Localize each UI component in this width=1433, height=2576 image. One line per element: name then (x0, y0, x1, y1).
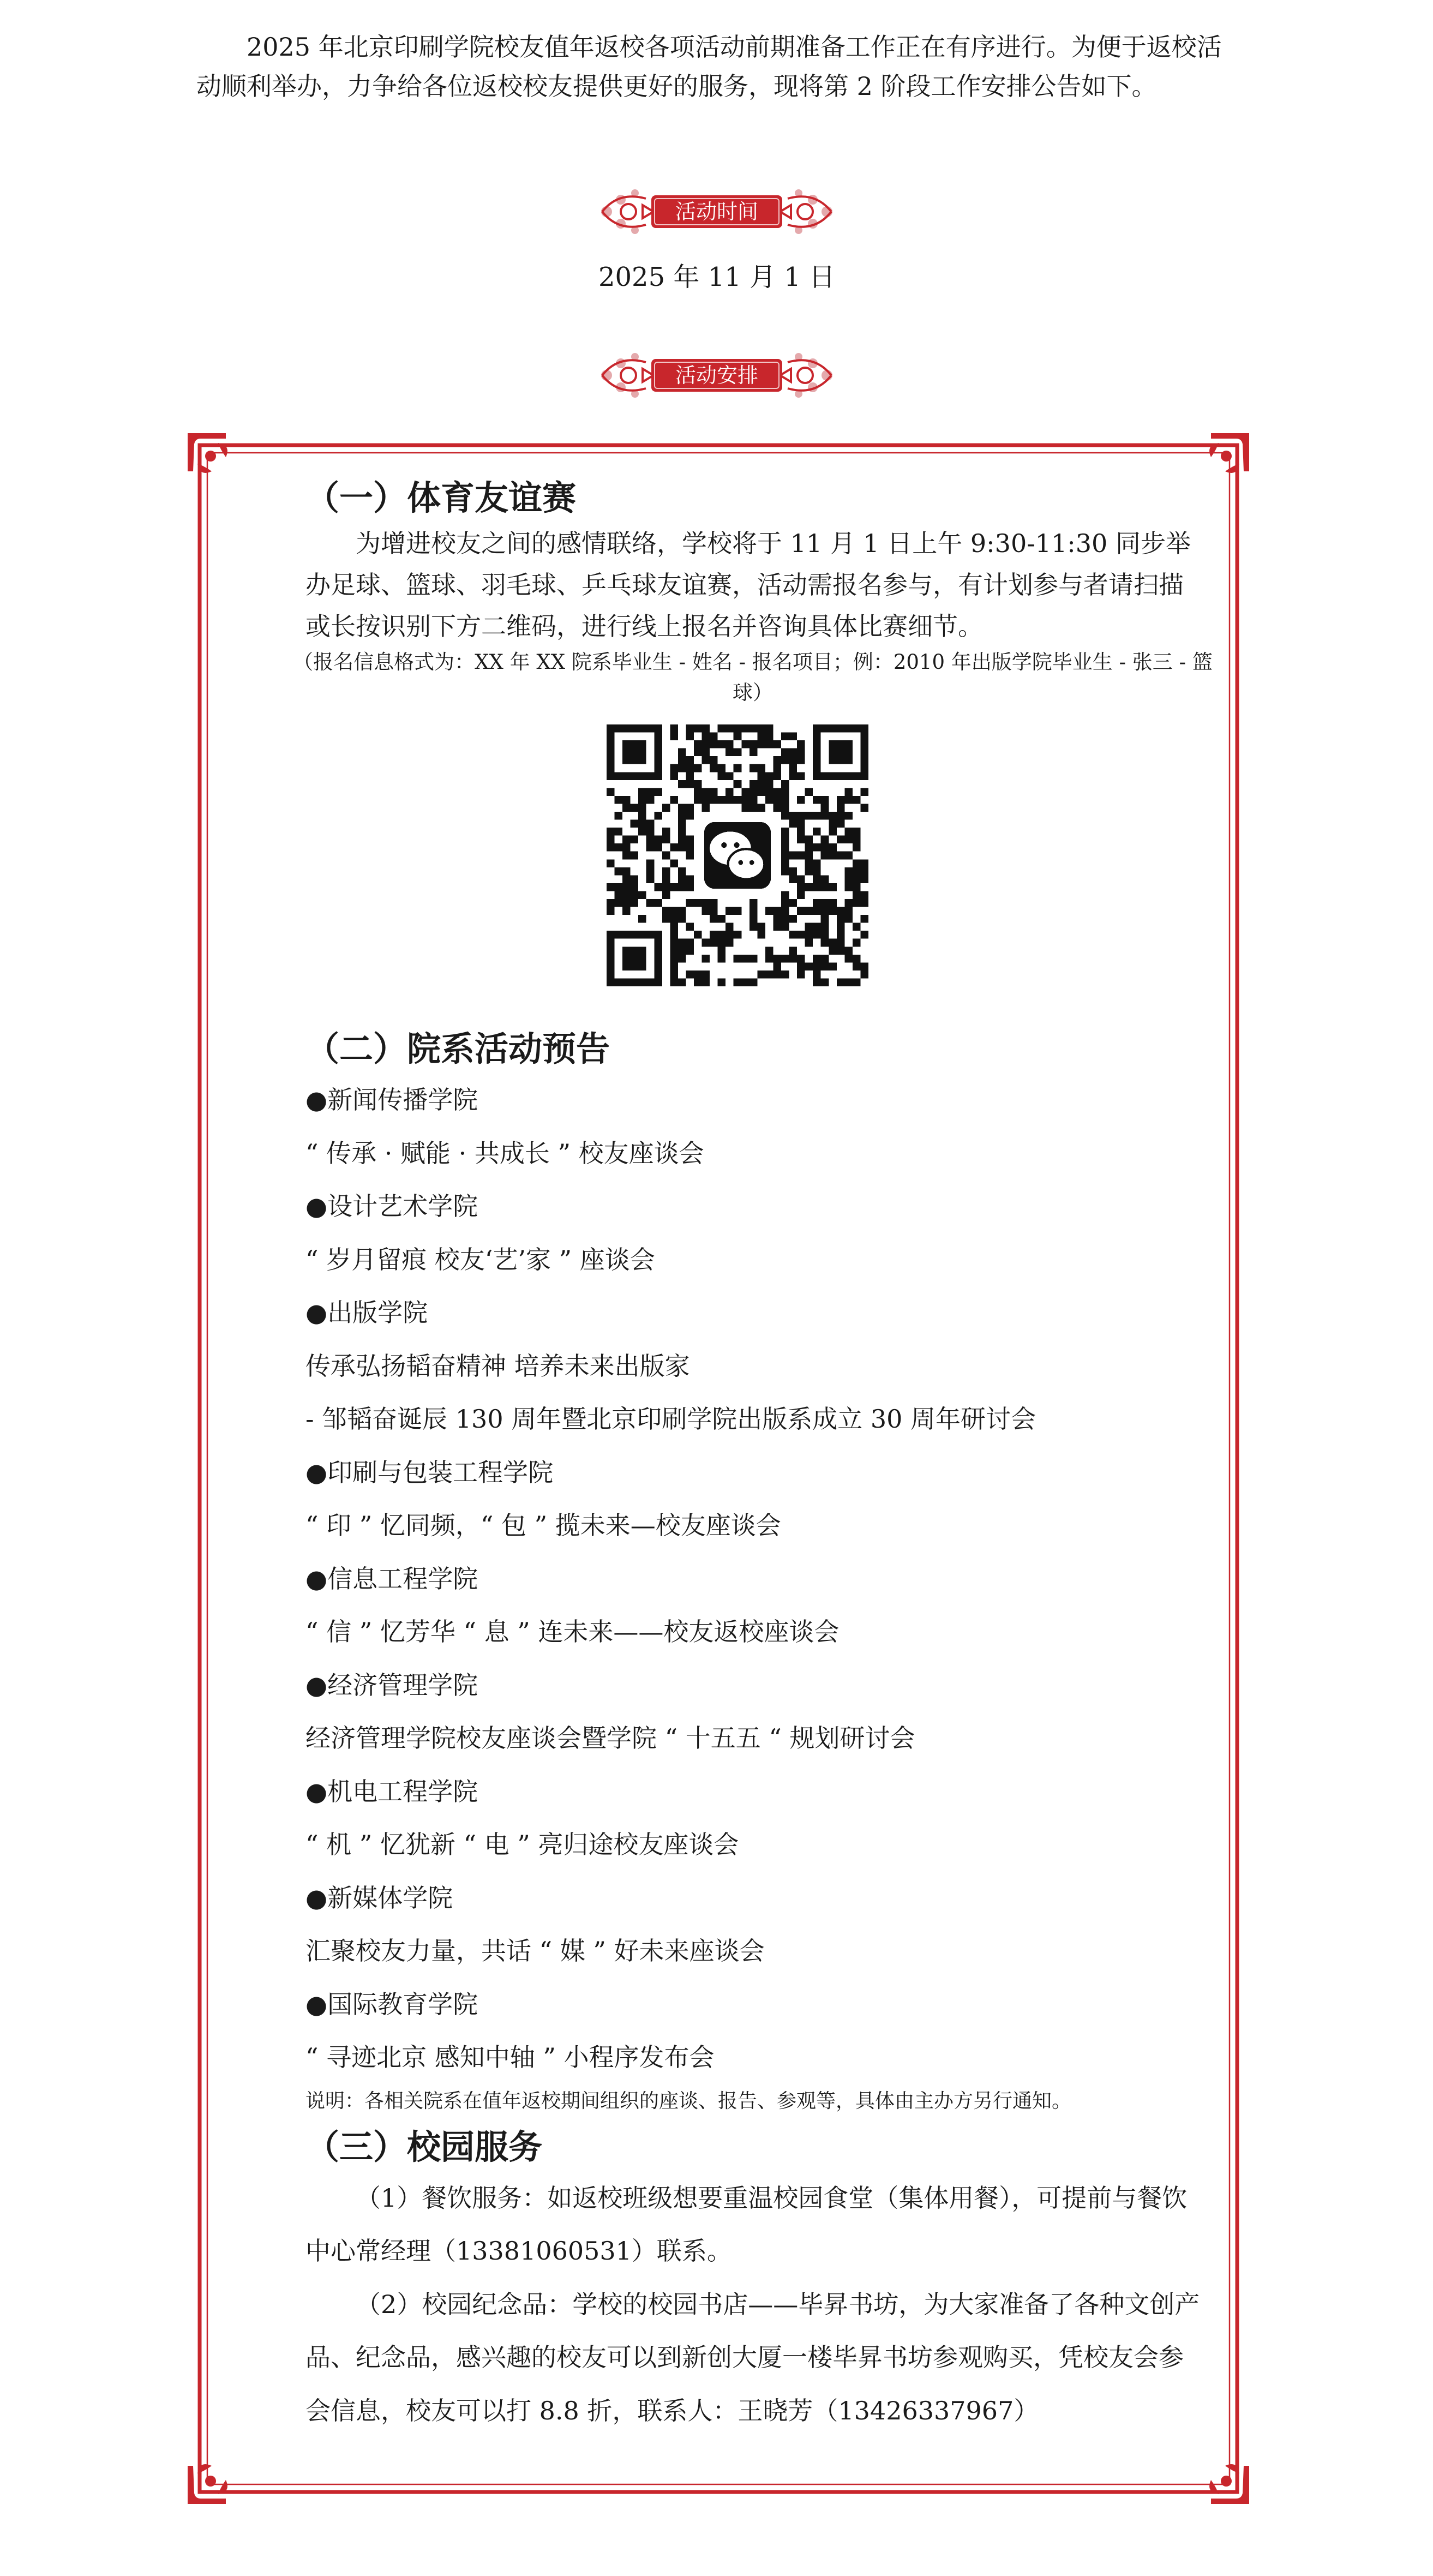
services-section-title: （三）校园服务 (305, 2126, 543, 2167)
department-name: ●新闻传播学院 (305, 1085, 478, 1115)
department-activity: “ 寻迹北京 感知中轴 ” 小程序发布会 (305, 2042, 715, 2072)
intro-paragraph: 2025 年北京印刷学院校友值年返校各项活动前期准备工作正在有序进行。为便于返校活动顺利举办，力争给各位返校校友提供更好的服务，现将第 2 阶段工作安排公告如下。 (196, 32, 1222, 101)
main-content (293, 474, 1213, 2437)
souvenir-service: （2）校园纪念品：学校的校园书店——毕昇书坊，为大家准备了各种文创产品、纪念品，感兴趣的校友可以到新创大厦一楼毕昇书坊参观购买，凭校友会参会信息，校友可以打 8.8 折，联系人：王晓芳（13426337967） (305, 2289, 1200, 2425)
department-name: ●印刷与包装工程学院 (305, 1457, 554, 1487)
department-activity: 经济管理学院校友座谈会暨学院 “ 十五五 “ 规划研讨会 (305, 1723, 915, 1753)
department-activity-list (305, 1074, 1200, 2084)
department-name: ●国际教育学院 (305, 1989, 478, 2019)
department-name: ●出版学院 (305, 1298, 428, 1327)
department-activity: “ 印 ” 忆同频，“ 包 ” 揽未来—校友座谈会 (305, 1511, 781, 1540)
department-name: ●新媒体学院 (305, 1883, 453, 1913)
dining-service: （1）餐饮服务：如返校班级想要重温校园食堂（集体用餐），可提前与餐饮中心常经理（13381060531）联系。 (305, 2183, 1188, 2266)
wechat-logo-icon (702, 820, 774, 891)
activity-time-label-text: 活动时间 (675, 200, 758, 224)
department-activity: “ 信 ” 忆芳华 “ 息 ” 连未来——校友返校座谈会 (305, 1617, 840, 1646)
department-section-title: （二）院系活动预告 (305, 1029, 610, 1069)
sports-section-title: （一）体育友谊赛 (305, 478, 577, 518)
department-name: ●设计艺术学院 (305, 1191, 478, 1221)
department-activity: “ 机 ” 忆犹新 “ 电 ” 亮归途校友座谈会 (305, 1830, 739, 1859)
activity-arrangement-label-text: 活动安排 (675, 363, 758, 387)
qr-code-icon (607, 724, 868, 986)
department-activity: “ 传承 · 赋能 · 共成长 ” 校友座谈会 (305, 1138, 704, 1168)
department-activity: “ 岁月留痕 校友‘艺’家 ” 座谈会 (305, 1244, 655, 1274)
registration-format-note: （报名信息格式为：XX 年 XX 院系毕业生 - 姓名 - 报名项目；例：2010 年出版学院毕业生 - 张三 - 篮球） (293, 650, 1213, 704)
department-activity: 传承弘扬韬奋精神 培养未来出版家 (305, 1351, 690, 1381)
department-activity: 汇聚校友力量，共话 “ 媒 ” 好未来座谈会 (305, 1936, 765, 1966)
event-date: 2025 年 11 月 1 日 (598, 262, 836, 292)
department-activity: - 邹韬奋诞辰 130 周年暨北京印刷学院出版系成立 30 周年研讨会 (305, 1404, 1036, 1434)
sports-section-body: 为增进校友之间的感情联络，学校将于 11 月 1 日上午 9:30-11:30 同步举办足球、篮球、羽毛球、乒乓球友谊赛，活动需报名参与，有计划参与者请扫描或长按识别下方二维码，进行线上报名并咨询具体比赛细节。 (305, 529, 1191, 641)
activity-arrangement-label (597, 349, 837, 402)
department-explanation: 说明：各相关院系在值年返校期间组织的座谈、报告、参观等，具体由主办方另行通知。 (305, 2089, 1072, 2112)
department-name: ●信息工程学院 (305, 1563, 478, 1593)
activity-time-label (597, 185, 837, 238)
registration-qr-code[interactable] (607, 724, 868, 986)
department-name: ●经济管理学院 (305, 1670, 478, 1700)
department-name: ●机电工程学院 (305, 1776, 478, 1806)
